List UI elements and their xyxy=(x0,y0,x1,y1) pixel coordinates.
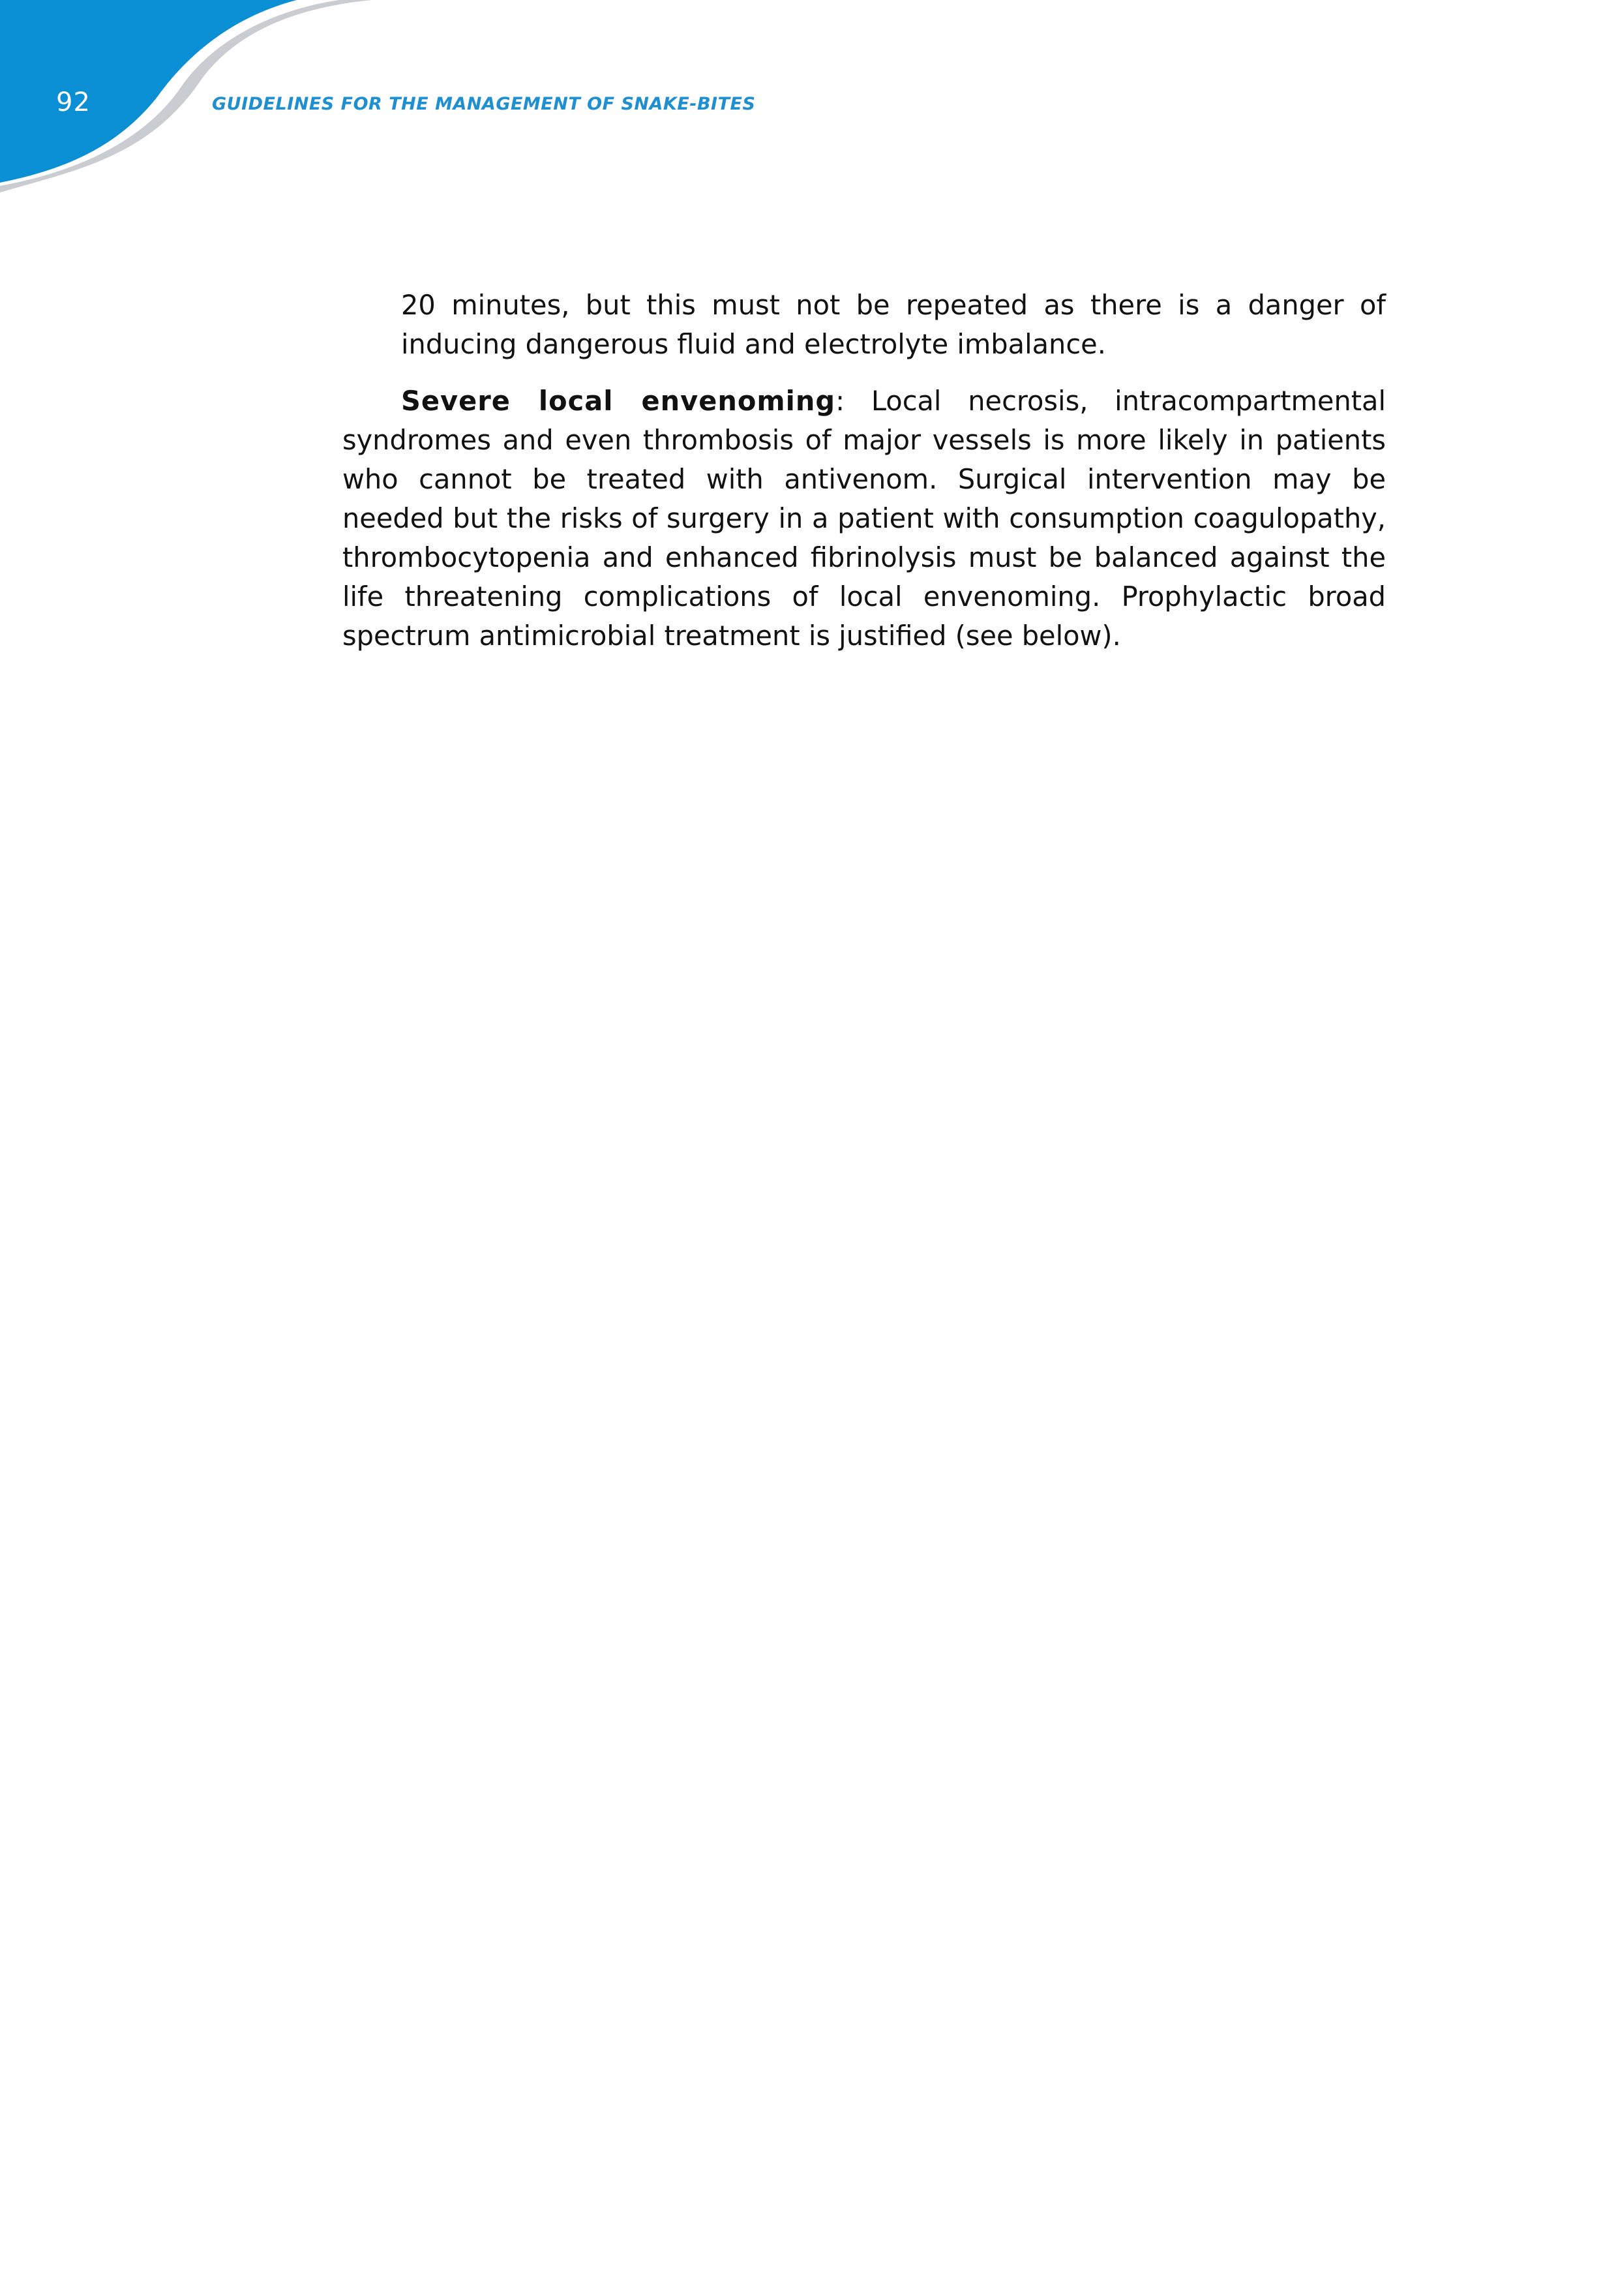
body-text xyxy=(342,286,1386,656)
page-number: 92 xyxy=(56,87,91,117)
heading-separator: : xyxy=(835,385,871,417)
severe-local-envenoming-paragraph xyxy=(342,382,1386,656)
run-in-heading: Severe local envenoming xyxy=(401,385,836,417)
paragraph-text: Local necrosis, intracompartmental syndromes and even thrombosis of major vessels is more likely in patients who cannot be treated with antivenom. Surgical intervention may be needed but the risks of surgery in a patient with consumption coagulopathy, thrombocytopenia and enhanced fibrinolysis must be balanced against the life threatening complications of local envenoming. Prophylactic broad spectrum antimicrobial treatment is justified (see below). xyxy=(342,385,1386,652)
running-header: GUIDELINES FOR THE MANAGEMENT OF SNAKE-BITES xyxy=(212,94,756,114)
continuation-paragraph: 20 minutes, but this must not be repeated as there is a danger of inducing dangerous fluid and electrolyte imbalance. xyxy=(401,289,1386,360)
